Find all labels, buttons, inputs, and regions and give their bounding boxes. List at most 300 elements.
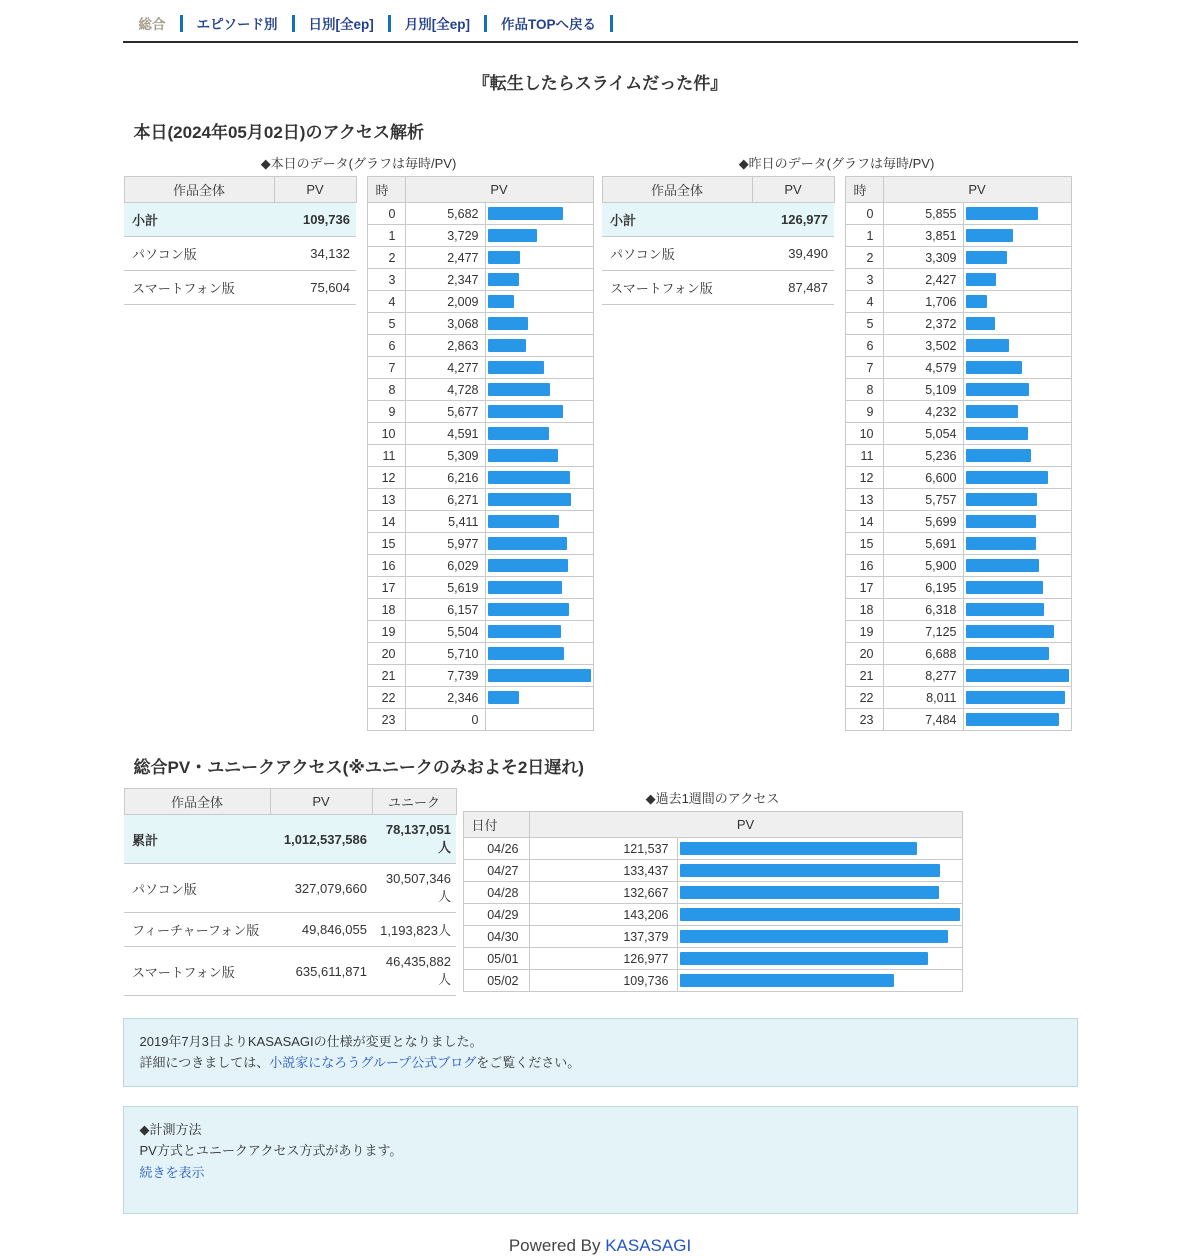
hourly-row [845, 357, 1071, 379]
hourly-row [845, 533, 1071, 555]
hour-label: 16 [367, 555, 405, 577]
hourly-row [367, 401, 593, 423]
hour-pv-value: 5,691 [883, 533, 963, 555]
hour-label: 19 [845, 621, 883, 643]
hourly-row [367, 687, 593, 709]
pv-bar [488, 361, 545, 374]
hour-label: 4 [367, 291, 405, 313]
nav-item-link[interactable]: エピソード別 [196, 17, 278, 32]
pv-bar [966, 207, 1039, 220]
hour-label: 13 [845, 489, 883, 511]
pv-bar [488, 273, 519, 286]
weekly-row [463, 926, 962, 948]
hourly-row [367, 203, 593, 225]
hour-label: 22 [367, 687, 405, 709]
method-title: ◆計測方法 [139, 1121, 202, 1137]
hour-label: 13 [367, 489, 405, 511]
hour-label: 20 [367, 643, 405, 665]
pv-bar [488, 625, 561, 638]
summary-row [124, 203, 356, 237]
yesterday-hourly-table [845, 176, 1072, 731]
hourly-row [845, 445, 1071, 467]
hour-pv-value: 6,157 [405, 599, 485, 621]
totals-row [124, 815, 456, 864]
hour-pv-value: 4,277 [405, 357, 485, 379]
pv-bar [488, 427, 549, 440]
hour-pv-value: 6,271 [405, 489, 485, 511]
device-label: 小計 [602, 203, 752, 237]
summary-row [602, 237, 834, 271]
hourly-row [845, 511, 1071, 533]
weekly-row [463, 860, 962, 882]
hour-label: 10 [845, 423, 883, 445]
hourly-row [845, 665, 1071, 687]
hour-label: 1 [367, 225, 405, 247]
hour-pv-value: 2,863 [405, 335, 485, 357]
pv-bar [488, 559, 568, 572]
hourly-row [367, 291, 593, 313]
hourly-row [845, 401, 1071, 423]
nav-item-current: 総合 [138, 17, 166, 32]
hour-label: 7 [367, 357, 405, 379]
device-pv: 109,736 [274, 203, 356, 237]
hour-label: 2 [367, 247, 405, 269]
daily-pv-value: 109,736 [529, 970, 677, 992]
hour-pv-value: 5,699 [883, 511, 963, 533]
totals-col-pv: PV [270, 789, 372, 815]
weekly-row [463, 970, 962, 992]
date-label: 05/01 [463, 948, 529, 970]
hour-label: 7 [845, 357, 883, 379]
totals-row [124, 913, 456, 947]
hourly-row [845, 643, 1071, 665]
hour-pv-value: 4,579 [883, 357, 963, 379]
date-label: 04/30 [463, 926, 529, 948]
date-label: 04/29 [463, 904, 529, 926]
hour-pv-value: 6,029 [405, 555, 485, 577]
top-nav [123, 12, 1078, 34]
today-device-summary-table [124, 176, 357, 305]
hour-label: 8 [367, 379, 405, 401]
pv-bar [680, 842, 918, 855]
hour-label: 17 [845, 577, 883, 599]
pv-bar [488, 229, 538, 242]
weekly-access-table [463, 811, 963, 992]
hour-pv-value: 5,855 [883, 203, 963, 225]
hourly-row [845, 379, 1071, 401]
pv-bar [680, 908, 960, 921]
hour-pv-value: 2,477 [405, 247, 485, 269]
hour-pv-value: 3,309 [883, 247, 963, 269]
hour-pv-value: 7,125 [883, 621, 963, 643]
pv-bar [966, 559, 1039, 572]
pv-bar [966, 449, 1031, 462]
pv-bar [966, 691, 1066, 704]
hour-label: 18 [367, 599, 405, 621]
hourly-row [367, 665, 593, 687]
date-label: 05/02 [463, 970, 529, 992]
hour-label: 0 [367, 203, 405, 225]
date-label: 04/27 [463, 860, 529, 882]
totals-row [124, 864, 456, 913]
hourly-row [845, 203, 1071, 225]
hour-label: 6 [367, 335, 405, 357]
notice-spec-line2: 詳細につきましては、小説家になろうグループ公式ブログをご覧ください。 [139, 1055, 581, 1071]
pv-bar [966, 471, 1048, 484]
weekly-row [463, 904, 962, 926]
hour-pv-value: 6,216 [405, 467, 485, 489]
pv-bar [488, 207, 564, 220]
pv-bar [966, 493, 1038, 506]
hour-pv-value: 6,195 [883, 577, 963, 599]
totals-unique: 1,193,823人 [372, 913, 456, 947]
hourly-charts-row [123, 153, 1078, 731]
hour-pv-value: 3,068 [405, 313, 485, 335]
hour-pv-value: 4,232 [883, 401, 963, 423]
pv-bar [966, 295, 987, 308]
hour-label: 3 [845, 269, 883, 291]
weekly-row [463, 838, 962, 860]
nav-item-link[interactable]: 月別[全ep] [404, 17, 470, 32]
summary-row [124, 271, 356, 305]
pv-bar [488, 405, 564, 418]
totals-unique: 30,507,346人 [372, 864, 456, 913]
pv-bar [966, 361, 1023, 374]
pv-bar [488, 647, 564, 660]
pv-col-header: PV [405, 177, 593, 203]
device-label: スマートフォン版 [124, 271, 274, 305]
hourly-row [367, 643, 593, 665]
pv-bar [488, 537, 568, 550]
notice-spec-line1: 2019年7月3日よりKASASAGIの仕様が変更となりました。 [139, 1034, 483, 1049]
hourly-row [367, 599, 593, 621]
hour-label: 19 [367, 621, 405, 643]
official-blog-link[interactable]: 小説家になろうグループ公式ブログ [269, 1055, 477, 1071]
device-pv: 126,977 [752, 203, 834, 237]
hour-pv-value: 1,706 [883, 291, 963, 313]
hour-pv-value: 8,277 [883, 665, 963, 687]
hourly-row [845, 467, 1071, 489]
pv-col-header: PV [883, 177, 1071, 203]
hour-pv-value: 5,054 [883, 423, 963, 445]
hourly-row [367, 269, 593, 291]
hour-pv-value: 5,710 [405, 643, 485, 665]
summary-col-pv: PV [752, 177, 834, 203]
hourly-row [367, 577, 593, 599]
pv-bar [966, 581, 1043, 594]
pv-bar [966, 405, 1019, 418]
hour-label: 16 [845, 555, 883, 577]
hourly-row [845, 335, 1071, 357]
hourly-row [845, 577, 1071, 599]
pv-bar [680, 974, 894, 987]
hour-pv-value: 4,591 [405, 423, 485, 445]
hour-pv-value: 2,347 [405, 269, 485, 291]
pv-bar [966, 669, 1069, 682]
pv-bar [488, 669, 591, 682]
pv-bar [966, 713, 1059, 726]
pv-bar [488, 339, 526, 352]
hourly-row [367, 225, 593, 247]
hour-label: 21 [845, 665, 883, 687]
kasasagi-link[interactable]: KASASAGI [605, 1236, 692, 1256]
hourly-row [367, 357, 593, 379]
hour-pv-value: 2,372 [883, 313, 963, 335]
hourly-row [367, 313, 593, 335]
pv-bar [680, 886, 939, 899]
hourly-row [367, 467, 593, 489]
hour-pv-value: 5,309 [405, 445, 485, 467]
pv-bar [966, 603, 1045, 616]
totals-unique: 78,137,051人 [372, 815, 456, 864]
hourly-row [845, 423, 1071, 445]
totals-row [123, 788, 1078, 996]
hour-label: 3 [367, 269, 405, 291]
totals-pv: 49,846,055 [270, 913, 372, 947]
hour-pv-value: 2,009 [405, 291, 485, 313]
device-pv: 75,604 [274, 271, 356, 305]
hour-pv-value: 8,011 [883, 687, 963, 709]
hourly-row [845, 225, 1071, 247]
hourly-row [367, 247, 593, 269]
hour-pv-value: 5,757 [883, 489, 963, 511]
pv-bar [966, 229, 1014, 242]
weekly-row [463, 882, 962, 904]
hourly-row [367, 511, 593, 533]
date-label: 04/28 [463, 882, 529, 904]
pv-bar [488, 295, 515, 308]
hour-col-header: 時 [845, 177, 883, 203]
hour-label: 14 [845, 511, 883, 533]
device-pv: 87,487 [752, 271, 834, 305]
hour-label: 18 [845, 599, 883, 621]
pv-bar [966, 251, 1007, 264]
hour-col-header: 時 [367, 177, 405, 203]
pv-bar [966, 515, 1037, 528]
summary-row [602, 271, 834, 305]
today-section-heading: 本日(2024年05月02日)のアクセス解析 [133, 123, 424, 142]
daily-pv-value: 137,379 [529, 926, 677, 948]
totals-label: パソコン版 [124, 864, 270, 913]
hour-label: 15 [367, 533, 405, 555]
pv-bar [488, 449, 559, 462]
daily-pv-value: 143,206 [529, 904, 677, 926]
weekly-chart-group [463, 788, 963, 992]
hour-label: 22 [845, 687, 883, 709]
hour-pv-value: 7,484 [883, 709, 963, 731]
method-body: PV方式とユニークアクセス方式があります。 [139, 1143, 403, 1159]
hour-label: 23 [845, 709, 883, 731]
hour-label: 9 [367, 401, 405, 423]
daily-pv-value: 133,437 [529, 860, 677, 882]
hour-label: 21 [367, 665, 405, 687]
hourly-row [367, 423, 593, 445]
summary-col-label: 作品全体 [602, 177, 752, 203]
nav-item-link[interactable]: 作品TOPへ戻る [501, 17, 597, 32]
pv-bar [488, 383, 551, 396]
show-more-link[interactable]: 続きを表示 [139, 1164, 205, 1180]
hour-label: 5 [367, 313, 405, 335]
hour-pv-value: 5,411 [405, 511, 485, 533]
hour-label: 0 [845, 203, 883, 225]
hour-pv-value: 0 [405, 709, 485, 731]
totals-col-label: 作品全体 [124, 789, 270, 815]
hourly-row [845, 247, 1071, 269]
hourly-row [845, 313, 1071, 335]
hour-pv-value: 6,600 [883, 467, 963, 489]
hour-pv-value: 4,728 [405, 379, 485, 401]
hour-label: 2 [845, 247, 883, 269]
powered-by-text: Powered By [508, 1236, 606, 1256]
hour-pv-value: 3,502 [883, 335, 963, 357]
hourly-row [367, 709, 593, 731]
hour-label: 12 [845, 467, 883, 489]
hour-label: 17 [367, 577, 405, 599]
pv-bar [966, 537, 1037, 550]
hour-label: 20 [845, 643, 883, 665]
hourly-row [845, 555, 1071, 577]
notice-measurement-method [123, 1106, 1078, 1214]
pv-bar [488, 691, 519, 704]
hour-pv-value: 3,729 [405, 225, 485, 247]
hourly-row [845, 599, 1071, 621]
totals-pv: 327,079,660 [270, 864, 372, 913]
weekly-caption: ◆過去1週間のアクセス [645, 791, 780, 806]
hourly-row [367, 445, 593, 467]
cumulative-totals-table [124, 788, 457, 996]
pv-bar [966, 647, 1049, 660]
daily-pv-value: 132,667 [529, 882, 677, 904]
footer [123, 1236, 1078, 1256]
hour-pv-value: 5,504 [405, 621, 485, 643]
hour-label: 8 [845, 379, 883, 401]
hour-label: 15 [845, 533, 883, 555]
hourly-row [845, 269, 1071, 291]
pv-bar [488, 581, 563, 594]
date-col-header: 日付 [463, 812, 529, 838]
hour-pv-value: 6,318 [883, 599, 963, 621]
hour-pv-value: 5,900 [883, 555, 963, 577]
hour-pv-value: 6,688 [883, 643, 963, 665]
pv-bar [966, 273, 996, 286]
daily-pv-value: 126,977 [529, 948, 677, 970]
summary-row [124, 237, 356, 271]
totals-pv: 1,012,537,586 [270, 815, 372, 864]
pv-bar [680, 930, 949, 943]
hourly-row [367, 379, 593, 401]
summary-row [602, 203, 834, 237]
hour-label: 6 [845, 335, 883, 357]
device-label: 小計 [124, 203, 274, 237]
device-label: スマートフォン版 [602, 271, 752, 305]
pv-bar [488, 493, 571, 506]
pv-bar [966, 317, 996, 330]
device-label: パソコン版 [602, 237, 752, 271]
pv-bar [680, 952, 928, 965]
today-hourly-table [367, 176, 594, 731]
pv-bar [966, 427, 1029, 440]
daily-pv-value: 121,537 [529, 838, 677, 860]
totals-label: スマートフォン版 [124, 947, 270, 996]
hourly-row [367, 621, 593, 643]
hour-pv-value: 2,427 [883, 269, 963, 291]
nav-separator [610, 15, 613, 32]
hour-label: 23 [367, 709, 405, 731]
hour-label: 4 [845, 291, 883, 313]
nav-divider [123, 41, 1078, 43]
totals-row [124, 947, 456, 996]
hourly-row [845, 291, 1071, 313]
yesterday-caption: ◆昨日のデータ(グラフは毎時/PV) [738, 156, 935, 171]
hour-pv-value: 5,109 [883, 379, 963, 401]
hour-label: 10 [367, 423, 405, 445]
yesterday-chart-group [602, 153, 1072, 731]
device-pv: 39,490 [752, 237, 834, 271]
hour-label: 1 [845, 225, 883, 247]
today-chart-group [124, 153, 594, 731]
pv-bar [966, 339, 1010, 352]
hourly-row [367, 555, 593, 577]
totals-label: フィーチャーフォン版 [124, 913, 270, 947]
pv-bar [680, 864, 941, 877]
date-label: 04/26 [463, 838, 529, 860]
hour-label: 9 [845, 401, 883, 423]
kasasagi-analytics-page [123, 0, 1078, 1256]
pv-bar [488, 471, 571, 484]
pv-bar [488, 603, 570, 616]
device-pv: 34,132 [274, 237, 356, 271]
hour-label: 12 [367, 467, 405, 489]
hourly-row [367, 489, 593, 511]
hourly-row [845, 489, 1071, 511]
hour-label: 14 [367, 511, 405, 533]
device-label: パソコン版 [124, 237, 274, 271]
hour-label: 5 [845, 313, 883, 335]
hour-pv-value: 3,851 [883, 225, 963, 247]
nav-item-link[interactable]: 日別[全ep] [308, 17, 374, 32]
hour-pv-value: 5,682 [405, 203, 485, 225]
pv-bar [966, 383, 1030, 396]
notice-spec-change [123, 1018, 1078, 1087]
hourly-row [845, 709, 1071, 731]
totals-col-unique: ユニーク [372, 789, 456, 815]
hourly-row [367, 335, 593, 357]
pv-bar [488, 317, 529, 330]
hour-label: 11 [845, 445, 883, 467]
pv-bar [966, 625, 1055, 638]
yesterday-device-summary-table [602, 176, 835, 305]
hourly-row [845, 621, 1071, 643]
hourly-row [845, 687, 1071, 709]
hour-pv-value: 5,677 [405, 401, 485, 423]
today-caption: ◆本日のデータ(グラフは毎時/PV) [260, 156, 457, 171]
hourly-row [367, 533, 593, 555]
hour-pv-value: 5,236 [883, 445, 963, 467]
weekly-pv-col-header: PV [529, 812, 962, 838]
totals-unique: 46,435,882人 [372, 947, 456, 996]
hour-pv-value: 5,977 [405, 533, 485, 555]
summary-col-pv: PV [274, 177, 356, 203]
pv-bar [488, 251, 521, 264]
pv-bar [488, 515, 560, 528]
hour-pv-value: 2,346 [405, 687, 485, 709]
hour-pv-value: 5,619 [405, 577, 485, 599]
totals-pv: 635,611,871 [270, 947, 372, 996]
weekly-row [463, 948, 962, 970]
totals-section-heading: 総合PV・ユニークアクセス(※ユニークのみおよそ2日遅れ) [133, 758, 584, 777]
summary-col-label: 作品全体 [124, 177, 274, 203]
hour-pv-value: 7,739 [405, 665, 485, 687]
